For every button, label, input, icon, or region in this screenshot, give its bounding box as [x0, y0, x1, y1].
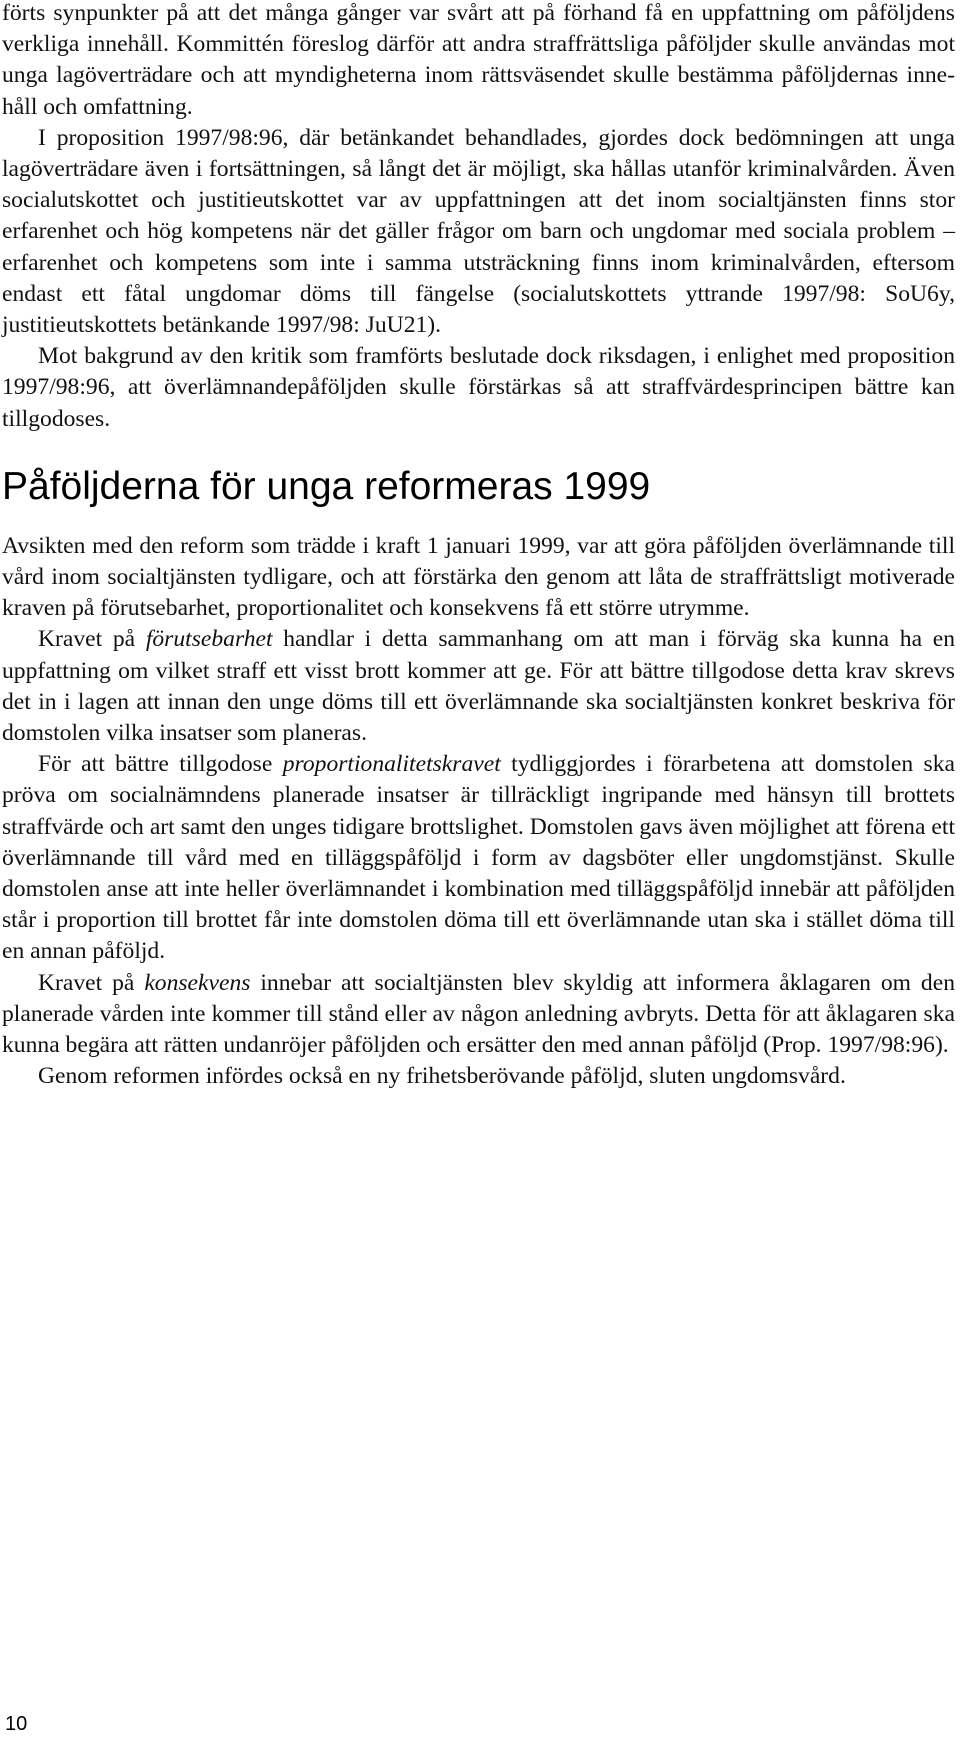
reform-paragraph-4-rest: innebar att socialtjänsten blev skyldig att informera åklagaren om den planerade vården inte kommer till stånd eller av någon anledning avbryts. Detta för att åklagaren ska kunna begära att rätten undanröjer påföljden och ersätter den med annan påföljd (Prop. 1997/98:96). [2, 969, 955, 1059]
reform-paragraph-3-rest: tydliggjordes i förarbetena att domstolen ska pröva om socialnämndens planerade insatser är tillräckligt ingripande med hänsyn till brottets straffvärde och art samt den unges tidigare brottslighet. Domstolen gavs även möjlighet att förena ett överlämnande till vård med en tilläggspåföljd i form av dagsböter eller ungdomstjänst. Skulle domstolen anse att inte heller överlämnandet i kombination med tilläggspåföljd innebär att påföljden står i proportion till brottet får inte domstolen döma till ett överlämnande utan ska i stället döma till en annan påföljd. [2, 751, 955, 965]
body-paragraph-3: Mot bakgrund av den kritik som framförts beslutade dock riksdagen, i enlighet med proposition 1997/98:96, att överlämnandepåföljden skulle förstärkas så att straffvärdesprincipen bättre kan tillgodoses. [2, 343, 955, 432]
reform-paragraph-2 [2, 624, 955, 749]
reform-paragraph-2-rest: handlar i detta sammanhang om att man i förväg ska kunna ha en uppfattning om vilket straff ett visst brott kommer att ge. För att bättre tillgodose detta krav skrevs det in i lagen att innan den unge döms till ett överlämnande ska socialtjänsten konkret beskriva för domstolen vilka insatser som planeras. [2, 626, 955, 747]
reform-paragraph-4 [2, 968, 955, 1062]
section-heading: Påföljderna för unga reformeras 1999 [2, 464, 651, 508]
reform-paragraph-2-lead: Kravet på [38, 626, 146, 653]
term-konsekvens: konsekvens [144, 969, 251, 996]
reform-paragraph-3-lead: För att bättre tillgodose [38, 751, 283, 778]
term-proportionalitetskravet: proportionalitetskravet [282, 751, 501, 778]
reform-paragraph-1: Avsikten med den reform som trädde i kraft 1 januari 1999, var att göra påföljden överlämnande till vård inom socialtjänsten tydligare, och att förstärka den genom att låta de straffrättsligt motiverade kraven på förutsebarhet, proportionalitet och konsekvens få ett större utrymme. [2, 532, 955, 622]
document-page [2, 0, 955, 1093]
page-number: 10 [5, 1713, 28, 1735]
reform-paragraph-4-lead: Kravet på [38, 969, 145, 996]
reform-paragraph-3 [2, 749, 955, 967]
body-paragraph-1: förts synpunkter på att det många gånger var svårt att på förhand få en uppfattning om påföljdens verkliga innehåll. Kommittén föreslog därför att andra straffrättsliga påföljder skulle användas mot unga lagöverträdare och att myndigheterna inom rättsväsendet skulle bestämma påföljdernas innehåll och omfattning. [2, 0, 955, 120]
term-forutsebarhet: förutsebarhet [145, 626, 273, 653]
body-paragraph-2: I proposition 1997/98:96, där betänkandet behandlades, gjordes dock bedömningen att unga lagöverträdare även i fortsättningen, så långt det är möjligt, ska hållas utanför kriminalvården. Även socialutskottet och justitieutskottet var av uppfattningen att det inom socialtjänsten finns stor erfarenhet och hög kompetens när det gäller frågor om barn och ungdomar med sociala problem – erfarenhet och kompetens som inte i samma utsträckning finns inom kriminalvården, eftersom endast ett fåtal ungdomar döms till fängelse (socialutskottets yttrande 1997/98: SoU6y, justitieutskottets betänkande 1997/98: JuU21). [2, 124, 955, 339]
reform-paragraph-5: Genom reformen infördes också en ny frihetsberövande påföljd, sluten ungdomsvård. [38, 1063, 846, 1090]
